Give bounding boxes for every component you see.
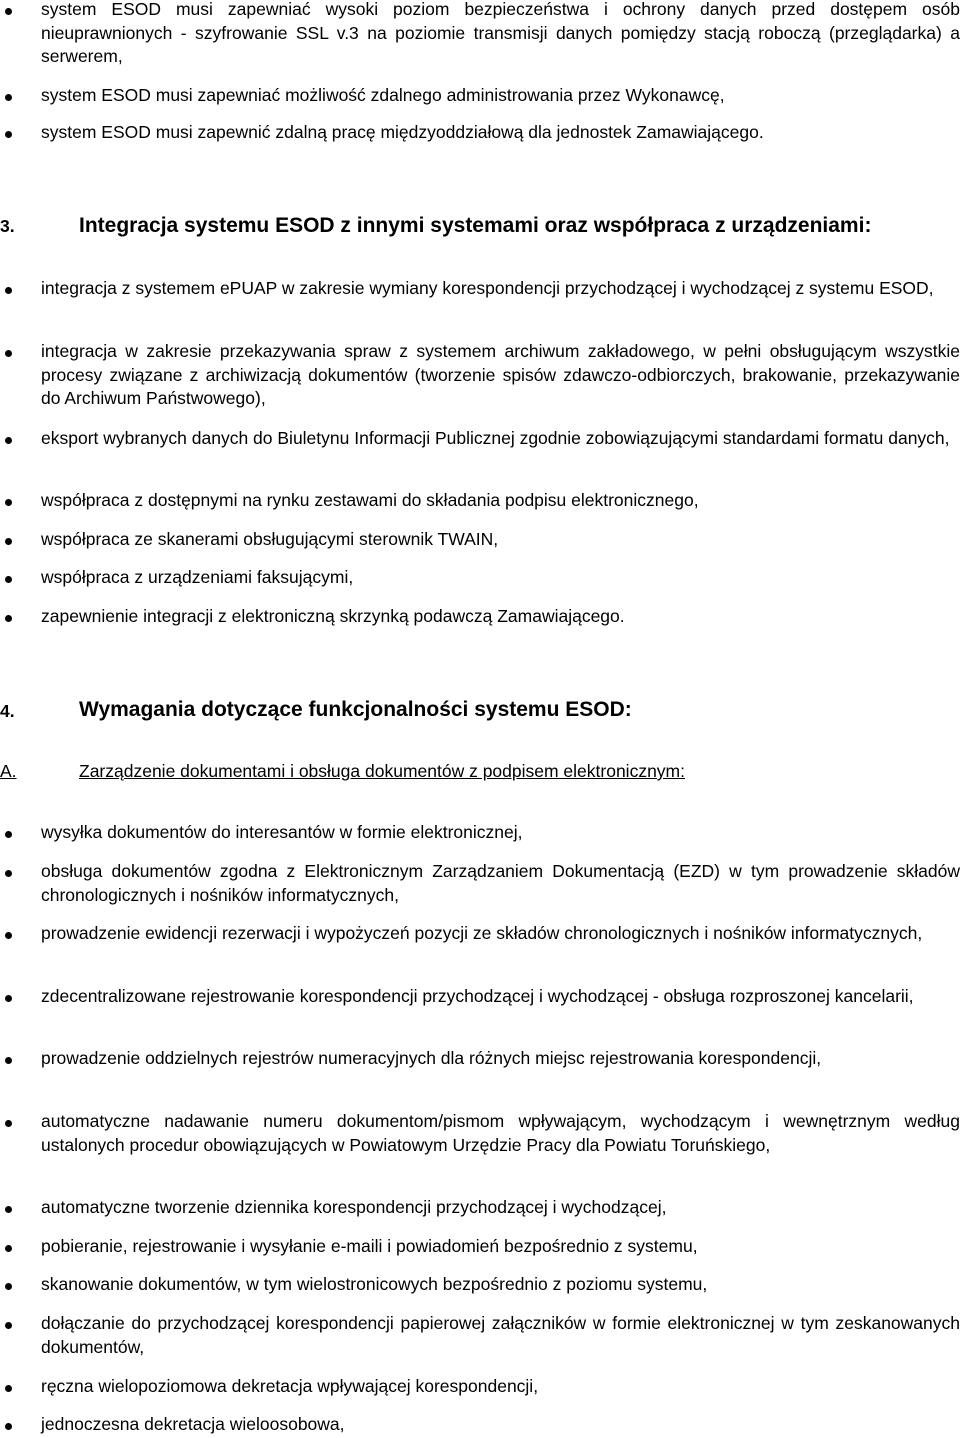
bullet-icon	[5, 1322, 12, 1329]
bullet-icon	[5, 499, 12, 506]
section-title: Integracja systemu ESOD z innymi systemami oraz współpraca z urządzeniami:	[79, 214, 872, 237]
bullet-icon	[5, 8, 12, 15]
list-item-text: prowadzenie oddzielnych rejestrów numeracyjnych dla różnych miejsc rejestrowania korespondencji,	[41, 1048, 822, 1068]
section-number: 4.	[0, 701, 15, 721]
section-number: 3.	[0, 216, 15, 236]
list-item-text: jednoczesna dekretacja wieloosobowa,	[41, 1414, 345, 1434]
list-item-text: system ESOD musi zapewniać możliwość zdalnego administrowania przez Wykonawcę,	[41, 85, 725, 105]
bullet-icon	[5, 437, 12, 444]
bullet-icon	[5, 1423, 12, 1430]
bullet-icon	[5, 94, 12, 101]
bullet-icon	[5, 995, 12, 1002]
bullet-icon	[5, 538, 12, 545]
list-item-text: system ESOD musi zapewniać wysoki poziom bezpieczeństwa i ochrony danych przed dostępem osób nieuprawnionych - szyfrowanie SSL v.3 na poziomie transmisji danych pomiędzy stacją roboczą (przeglądarka) a serwerem,	[41, 0, 960, 66]
bullet-icon	[5, 870, 12, 877]
list-item-text: pobieranie, rejestrowanie i wysyłanie e-maili i powiadomień bezpośrednio z systemu,	[41, 1236, 698, 1256]
list-item-text: integracja z systemem ePUAP w zakresie wymiany korespondencji przychodzącej i wychodzącej z systemu ESOD,	[41, 278, 934, 298]
list-item-text: automatyczne tworzenie dziennika korespondencji przychodzącej i wychodzącej,	[41, 1197, 667, 1217]
bullet-icon	[5, 615, 12, 622]
list-item-text: system ESOD musi zapewnić zdalną pracę międzyoddziałową dla jednostek Zamawiającego.	[41, 122, 764, 142]
list-item-text: prowadzenie ewidencji rezerwacji i wypożyczeń pozycji ze składów chronologicznych i nośników informatycznych,	[41, 923, 923, 943]
list-item-text: zapewnienie integracji z elektroniczną skrzynką podawczą Zamawiającego.	[41, 606, 625, 626]
bullet-icon	[5, 932, 12, 939]
list-item-text: współpraca z urządzeniami faksującymi,	[41, 567, 354, 587]
bullet-icon	[5, 131, 12, 138]
list-item-text: współpraca z dostępnymi na rynku zestawami do składania podpisu elektronicznego,	[41, 490, 699, 510]
list-item-text: dołączanie do przychodzącej korespondencji papierowej załączników w formie elektronicznej w tym zeskanowanych dokumentów,	[41, 1313, 960, 1357]
bullet-icon	[5, 1245, 12, 1252]
list-item-text: eksport wybranych danych do Biuletynu Informacji Publicznej zgodnie zobowiązującymi standardami formatu danych,	[41, 428, 950, 448]
list-item-text: wysyłka dokumentów do interesantów w formie elektronicznej,	[41, 822, 523, 842]
bullet-icon	[5, 287, 12, 294]
list-item-text: skanowanie dokumentów, w tym wielostronicowych bezpośrednio z poziomu systemu,	[41, 1274, 708, 1294]
list-item-text: obsługa dokumentów zgodna z Elektronicznym Zarządzaniem Dokumentacją (EZD) w tym prowadzenie składów chronologicznych i nośników informatycznych,	[41, 861, 960, 905]
list-item-text: integracja w zakresie przekazywania spraw z systemem archiwum zakładowego, w pełni obsługującym wszystkie procesy związane z archiwizacją dokumentów (tworzenie spisów zdawczo-odbiorczych, brakowanie, przekazywanie do Archiwum Państwowego),	[41, 341, 960, 408]
bullet-icon	[5, 1120, 12, 1127]
list-item-text: zdecentralizowane rejestrowanie korespondencji przychodzącej i wychodzącej - obsługa rozproszonej kancelarii,	[41, 986, 914, 1006]
list-item-text: współpraca ze skanerami obsługującymi sterownik TWAIN,	[41, 529, 499, 549]
subsection-letter: A.	[0, 761, 17, 781]
bullet-icon	[5, 1385, 12, 1392]
list-item-text: ręczna wielopoziomowa dekretacja wpływającej korespondencji,	[41, 1376, 539, 1396]
subsection-title: Zarządzenie dokumentami i obsługa dokumentów z podpisem elektronicznym:	[79, 761, 685, 781]
bullet-icon	[5, 576, 12, 583]
list-item-text: automatyczne nadawanie numeru dokumentom/pismom wpływającym, wychodzącym i wewnętrznym według ustalonych procedur obowiązujących w Powiatowym Urzędzie Pracy dla Powiatu Toruńskiego,	[41, 1111, 960, 1155]
bullet-icon	[5, 350, 12, 357]
bullet-icon	[5, 1057, 12, 1064]
section-title: Wymagania dotyczące funkcjonalności systemu ESOD:	[79, 698, 632, 721]
bullet-icon	[5, 1283, 12, 1290]
bullet-icon	[5, 831, 12, 838]
bullet-icon	[5, 1206, 12, 1213]
